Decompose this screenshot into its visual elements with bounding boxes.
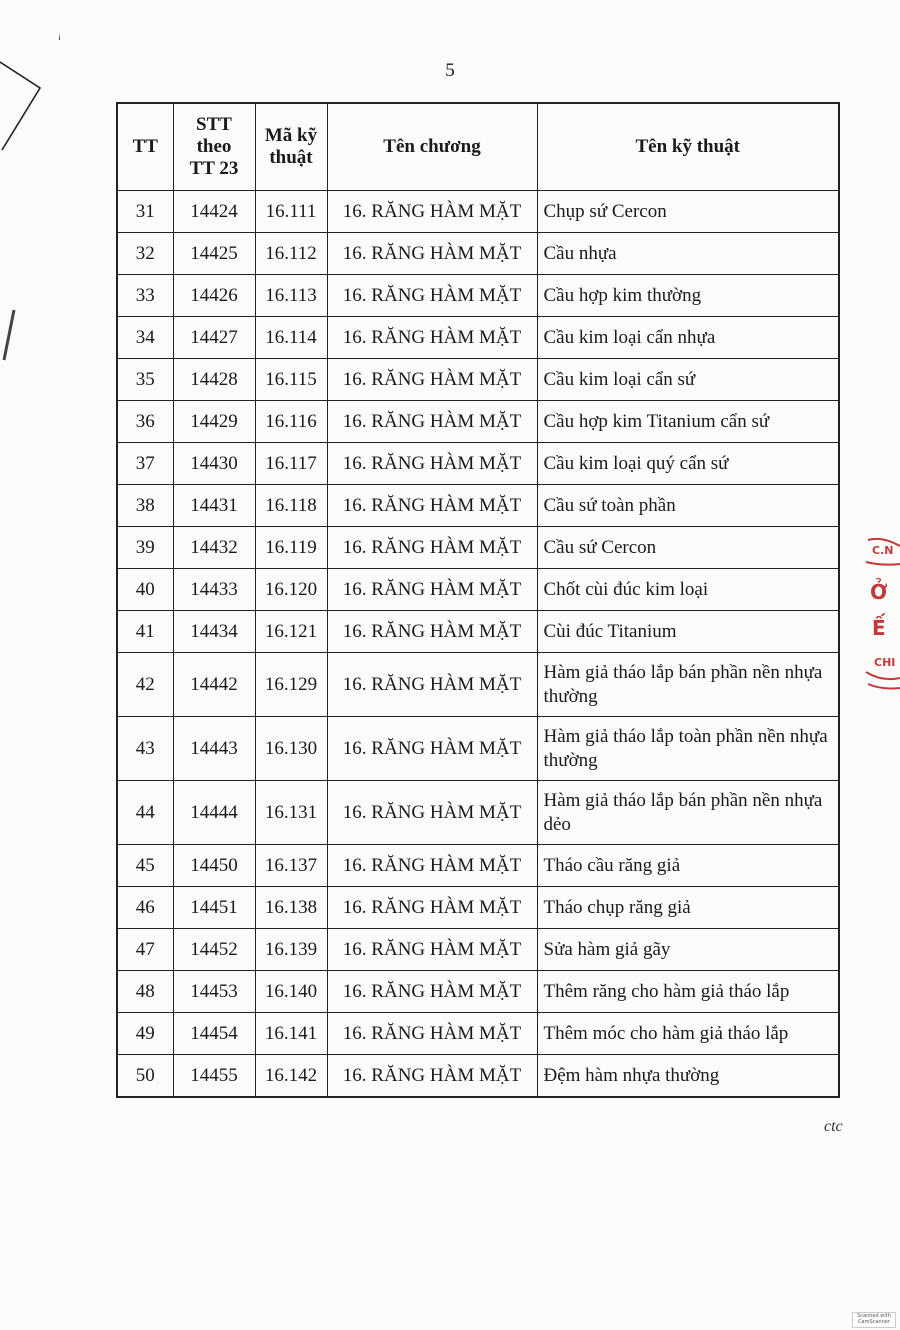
- cell-tt: 43: [117, 717, 173, 781]
- header-stt-line2: theo: [196, 136, 232, 157]
- cell-stt: 14434: [173, 611, 255, 653]
- cell-ten-chuong: 16. RĂNG HÀM MẶT: [327, 569, 537, 611]
- cell-ten-chuong: 16. RĂNG HÀM MẶT: [327, 1055, 537, 1098]
- cell-tt: 47: [117, 929, 173, 971]
- cell-ten-ky-thuat: Cầu hợp kim Titanium cẩn sứ: [537, 401, 839, 443]
- cell-ten-ky-thuat: Hàm giả tháo lắp toàn phần nền nhựa thường: [537, 717, 839, 781]
- header-stt-line3: TT 23: [189, 158, 239, 179]
- cell-tt: 32: [117, 233, 173, 275]
- cell-ten-ky-thuat: Cầu sứ toàn phần: [537, 485, 839, 527]
- cell-stt: 14453: [173, 971, 255, 1013]
- table-row: [117, 1055, 839, 1098]
- table-row: [117, 359, 839, 401]
- cell-ten-chuong: 16. RĂNG HÀM MẶT: [327, 485, 537, 527]
- cell-ten-ky-thuat: Thêm răng cho hàm giả tháo lắp: [537, 971, 839, 1013]
- table-row: [117, 233, 839, 275]
- cell-tt: 42: [117, 653, 173, 717]
- cell-ma-ky-thuat: 16.116: [255, 401, 327, 443]
- cell-tt: 46: [117, 887, 173, 929]
- table-row: [117, 887, 839, 929]
- cell-stt: 14427: [173, 317, 255, 359]
- cell-ten-chuong: 16. RĂNG HÀM MẶT: [327, 401, 537, 443]
- cell-stt: 14429: [173, 401, 255, 443]
- table-row: [117, 569, 839, 611]
- cell-stt: 14455: [173, 1055, 255, 1098]
- cell-stt: 14444: [173, 781, 255, 845]
- cell-ten-ky-thuat: Cùi đúc Titanium: [537, 611, 839, 653]
- cell-ten-chuong: 16. RĂNG HÀM MẶT: [327, 191, 537, 233]
- cell-ten-ky-thuat: Thêm móc cho hàm giả tháo lắp: [537, 1013, 839, 1055]
- header-ten-ky-thuat: Tên kỹ thuật: [537, 103, 839, 191]
- cell-ma-ky-thuat: 16.117: [255, 443, 327, 485]
- cell-ma-ky-thuat: 16.119: [255, 527, 327, 569]
- table-row: [117, 929, 839, 971]
- cell-ma-ky-thuat: 16.111: [255, 191, 327, 233]
- cell-ten-chuong: 16. RĂNG HÀM MẶT: [327, 887, 537, 929]
- table-row: [117, 653, 839, 717]
- cell-ten-chuong: 16. RĂNG HÀM MẶT: [327, 929, 537, 971]
- table-row: [117, 527, 839, 569]
- cell-tt: 31: [117, 191, 173, 233]
- cell-ma-ky-thuat: 16.112: [255, 233, 327, 275]
- table-row: [117, 781, 839, 845]
- cell-ma-ky-thuat: 16.120: [255, 569, 327, 611]
- cell-ma-ky-thuat: 16.113: [255, 275, 327, 317]
- cell-stt: 14442: [173, 653, 255, 717]
- cell-tt: 34: [117, 317, 173, 359]
- header-tt: TT: [117, 103, 173, 191]
- cell-ten-ky-thuat: Hàm giả tháo lắp bán phần nền nhựa dẻo: [537, 781, 839, 845]
- table-row: [117, 317, 839, 359]
- cell-ten-chuong: 16. RĂNG HÀM MẶT: [327, 527, 537, 569]
- cell-stt: 14430: [173, 443, 255, 485]
- technique-table: [116, 102, 840, 1098]
- cell-ten-chuong: 16. RĂNG HÀM MẶT: [327, 971, 537, 1013]
- table-row: [117, 275, 839, 317]
- cell-stt: 14432: [173, 527, 255, 569]
- cell-stt: 14433: [173, 569, 255, 611]
- cell-ma-ky-thuat: 16.141: [255, 1013, 327, 1055]
- cell-ma-ky-thuat: 16.140: [255, 971, 327, 1013]
- cell-tt: 40: [117, 569, 173, 611]
- cell-tt: 41: [117, 611, 173, 653]
- cell-stt: 14451: [173, 887, 255, 929]
- scanner-line2: CamScanner: [858, 1319, 890, 1325]
- cell-stt: 14450: [173, 845, 255, 887]
- cell-stt: 14428: [173, 359, 255, 401]
- cell-ma-ky-thuat: 16.142: [255, 1055, 327, 1098]
- cell-stt: 14425: [173, 233, 255, 275]
- cell-ma-ky-thuat: 16.131: [255, 781, 327, 845]
- cell-tt: 35: [117, 359, 173, 401]
- cell-tt: 33: [117, 275, 173, 317]
- cell-tt: 37: [117, 443, 173, 485]
- cell-stt: 14452: [173, 929, 255, 971]
- cell-stt: 14431: [173, 485, 255, 527]
- handwritten-initials: ctc: [824, 1118, 843, 1135]
- scanner-logo: [852, 1312, 896, 1328]
- cell-ten-chuong: 16. RĂNG HÀM MẶT: [327, 1013, 537, 1055]
- cell-ten-chuong: 16. RĂNG HÀM MẶT: [327, 275, 537, 317]
- cell-ten-ky-thuat: Chốt cùi đúc kim loại: [537, 569, 839, 611]
- cell-ma-ky-thuat: 16.114: [255, 317, 327, 359]
- table-row: [117, 971, 839, 1013]
- header-stt-line1: STT: [196, 114, 232, 135]
- cell-tt: 44: [117, 781, 173, 845]
- cell-ten-ky-thuat: Chụp sứ Cercon: [537, 191, 839, 233]
- cell-ten-chuong: 16. RĂNG HÀM MẶT: [327, 233, 537, 275]
- cell-ten-ky-thuat: Cầu hợp kim thường: [537, 275, 839, 317]
- cell-ten-chuong: 16. RĂNG HÀM MẶT: [327, 717, 537, 781]
- cell-tt: 38: [117, 485, 173, 527]
- cell-ten-chuong: 16. RĂNG HÀM MẶT: [327, 359, 537, 401]
- cell-ma-ky-thuat: 16.130: [255, 717, 327, 781]
- header-stt: [173, 103, 255, 191]
- page-number: 5: [445, 60, 455, 81]
- table-body: [117, 191, 839, 1098]
- cell-ma-ky-thuat: 16.139: [255, 929, 327, 971]
- cell-ten-ky-thuat: Đệm hàm nhựa thường: [537, 1055, 839, 1098]
- cell-ten-ky-thuat: Tháo cầu răng giả: [537, 845, 839, 887]
- table-row: [117, 845, 839, 887]
- cell-stt: 14424: [173, 191, 255, 233]
- table-row: [117, 191, 839, 233]
- cell-stt: 14454: [173, 1013, 255, 1055]
- cell-ten-ky-thuat: Cầu kim loại quý cẩn sứ: [537, 443, 839, 485]
- cell-stt: 14443: [173, 717, 255, 781]
- cell-stt: 14426: [173, 275, 255, 317]
- scanner-line1: Scanned with: [857, 1313, 891, 1319]
- table-row: [117, 717, 839, 781]
- cell-ma-ky-thuat: 16.121: [255, 611, 327, 653]
- cell-ten-chuong: 16. RĂNG HÀM MẶT: [327, 781, 537, 845]
- cell-ten-chuong: 16. RĂNG HÀM MẶT: [327, 443, 537, 485]
- cell-ten-chuong: 16. RĂNG HÀM MẶT: [327, 611, 537, 653]
- header-ma-line2: thuật: [269, 147, 313, 168]
- table-row: [117, 485, 839, 527]
- table-row: [117, 611, 839, 653]
- cell-ten-chuong: 16. RĂNG HÀM MẶT: [327, 845, 537, 887]
- cell-tt: 36: [117, 401, 173, 443]
- cell-ma-ky-thuat: 16.138: [255, 887, 327, 929]
- stamp-fragment-2: Ở: [870, 580, 888, 604]
- stamp: [862, 532, 900, 692]
- table-row: [117, 1013, 839, 1055]
- stamp-fragment-3: Ế: [872, 616, 886, 640]
- table-row: [117, 443, 839, 485]
- cell-tt: 49: [117, 1013, 173, 1055]
- cell-ten-ky-thuat: Cầu kim loại cẩn sứ: [537, 359, 839, 401]
- table-row: [117, 401, 839, 443]
- cell-ten-ky-thuat: Cầu nhựa: [537, 233, 839, 275]
- stamp-fragment-1: C.N: [872, 544, 894, 557]
- cell-ten-ky-thuat: Cầu kim loại cẩn nhựa: [537, 317, 839, 359]
- cell-ma-ky-thuat: 16.137: [255, 845, 327, 887]
- cell-ten-ky-thuat: Sửa hàm giả gãy: [537, 929, 839, 971]
- header-ma-ky-thuat: [255, 103, 327, 191]
- cell-tt: 50: [117, 1055, 173, 1098]
- cell-ten-ky-thuat: Cầu sứ Cercon: [537, 527, 839, 569]
- cell-ma-ky-thuat: 16.115: [255, 359, 327, 401]
- cell-ten-ky-thuat: Hàm giả tháo lắp bán phần nền nhựa thường: [537, 653, 839, 717]
- cell-ten-chuong: 16. RĂNG HÀM MẶT: [327, 317, 537, 359]
- cell-ma-ky-thuat: 16.118: [255, 485, 327, 527]
- header-ma-line1: Mã kỹ: [264, 125, 318, 146]
- cell-tt: 48: [117, 971, 173, 1013]
- cell-ma-ky-thuat: 16.129: [255, 653, 327, 717]
- cell-ten-chuong: 16. RĂNG HÀM MẶT: [327, 653, 537, 717]
- table-header-row: [117, 103, 839, 191]
- cell-tt: 39: [117, 527, 173, 569]
- stamp-fragment-4: CHI: [874, 656, 896, 669]
- cell-ten-ky-thuat: Tháo chụp răng giả: [537, 887, 839, 929]
- cell-tt: 45: [117, 845, 173, 887]
- header-ten-chuong: Tên chương: [327, 103, 537, 191]
